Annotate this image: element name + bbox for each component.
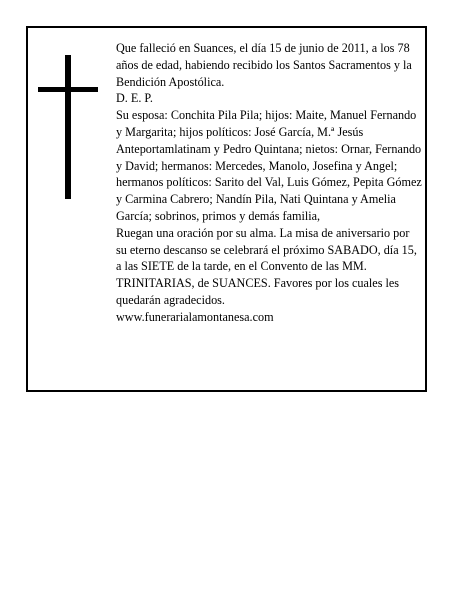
cross-horizontal-bar: [38, 87, 98, 92]
notice-death-statement: Que falleció en Suances, el día 15 de junio de 2011, a los 78 años de edad, habiendo recibido los Santos Sacramentos y la Bendición Apostólica.: [116, 41, 412, 89]
cross-vertical-bar: [65, 55, 71, 199]
notice-body: [116, 40, 422, 326]
latin-cross-icon: [38, 55, 98, 199]
notice-mass-announcement: Ruegan una oración por su alma. La misa de aniversario por su eterno descanso se celebrará el próximo SABADO, día 15, a las SIETE de la tarde, en el Convento de las MM. TRINITARIAS, de SUANCES. Favores por los cuales les quedarán agradecidos.: [116, 225, 417, 307]
notice-rip: D. E. P.: [116, 91, 153, 106]
notice-family-list: Su esposa: Conchita Pila Pila; hijos: Maite, Manuel Fernando y Margarita; hijos políticos: José García, M.ª Jesús Anteportamlatinam y Pedro Quintana; nietos: Ornar, Fernando y David; hermanos: Mercedes, Manolo, Josefina y Angel; hermanos políticos: Sarito del Val, Luis Gómez, Pepita Gómez y Carmina Cabrero; Nandín Pila, Nati Quintana y Amelia García; sobrinos, primos y demás familia,: [116, 108, 422, 223]
funeral-home-website: www.funerarialamontanesa.com: [116, 309, 274, 324]
obituary-notice: [26, 26, 427, 392]
